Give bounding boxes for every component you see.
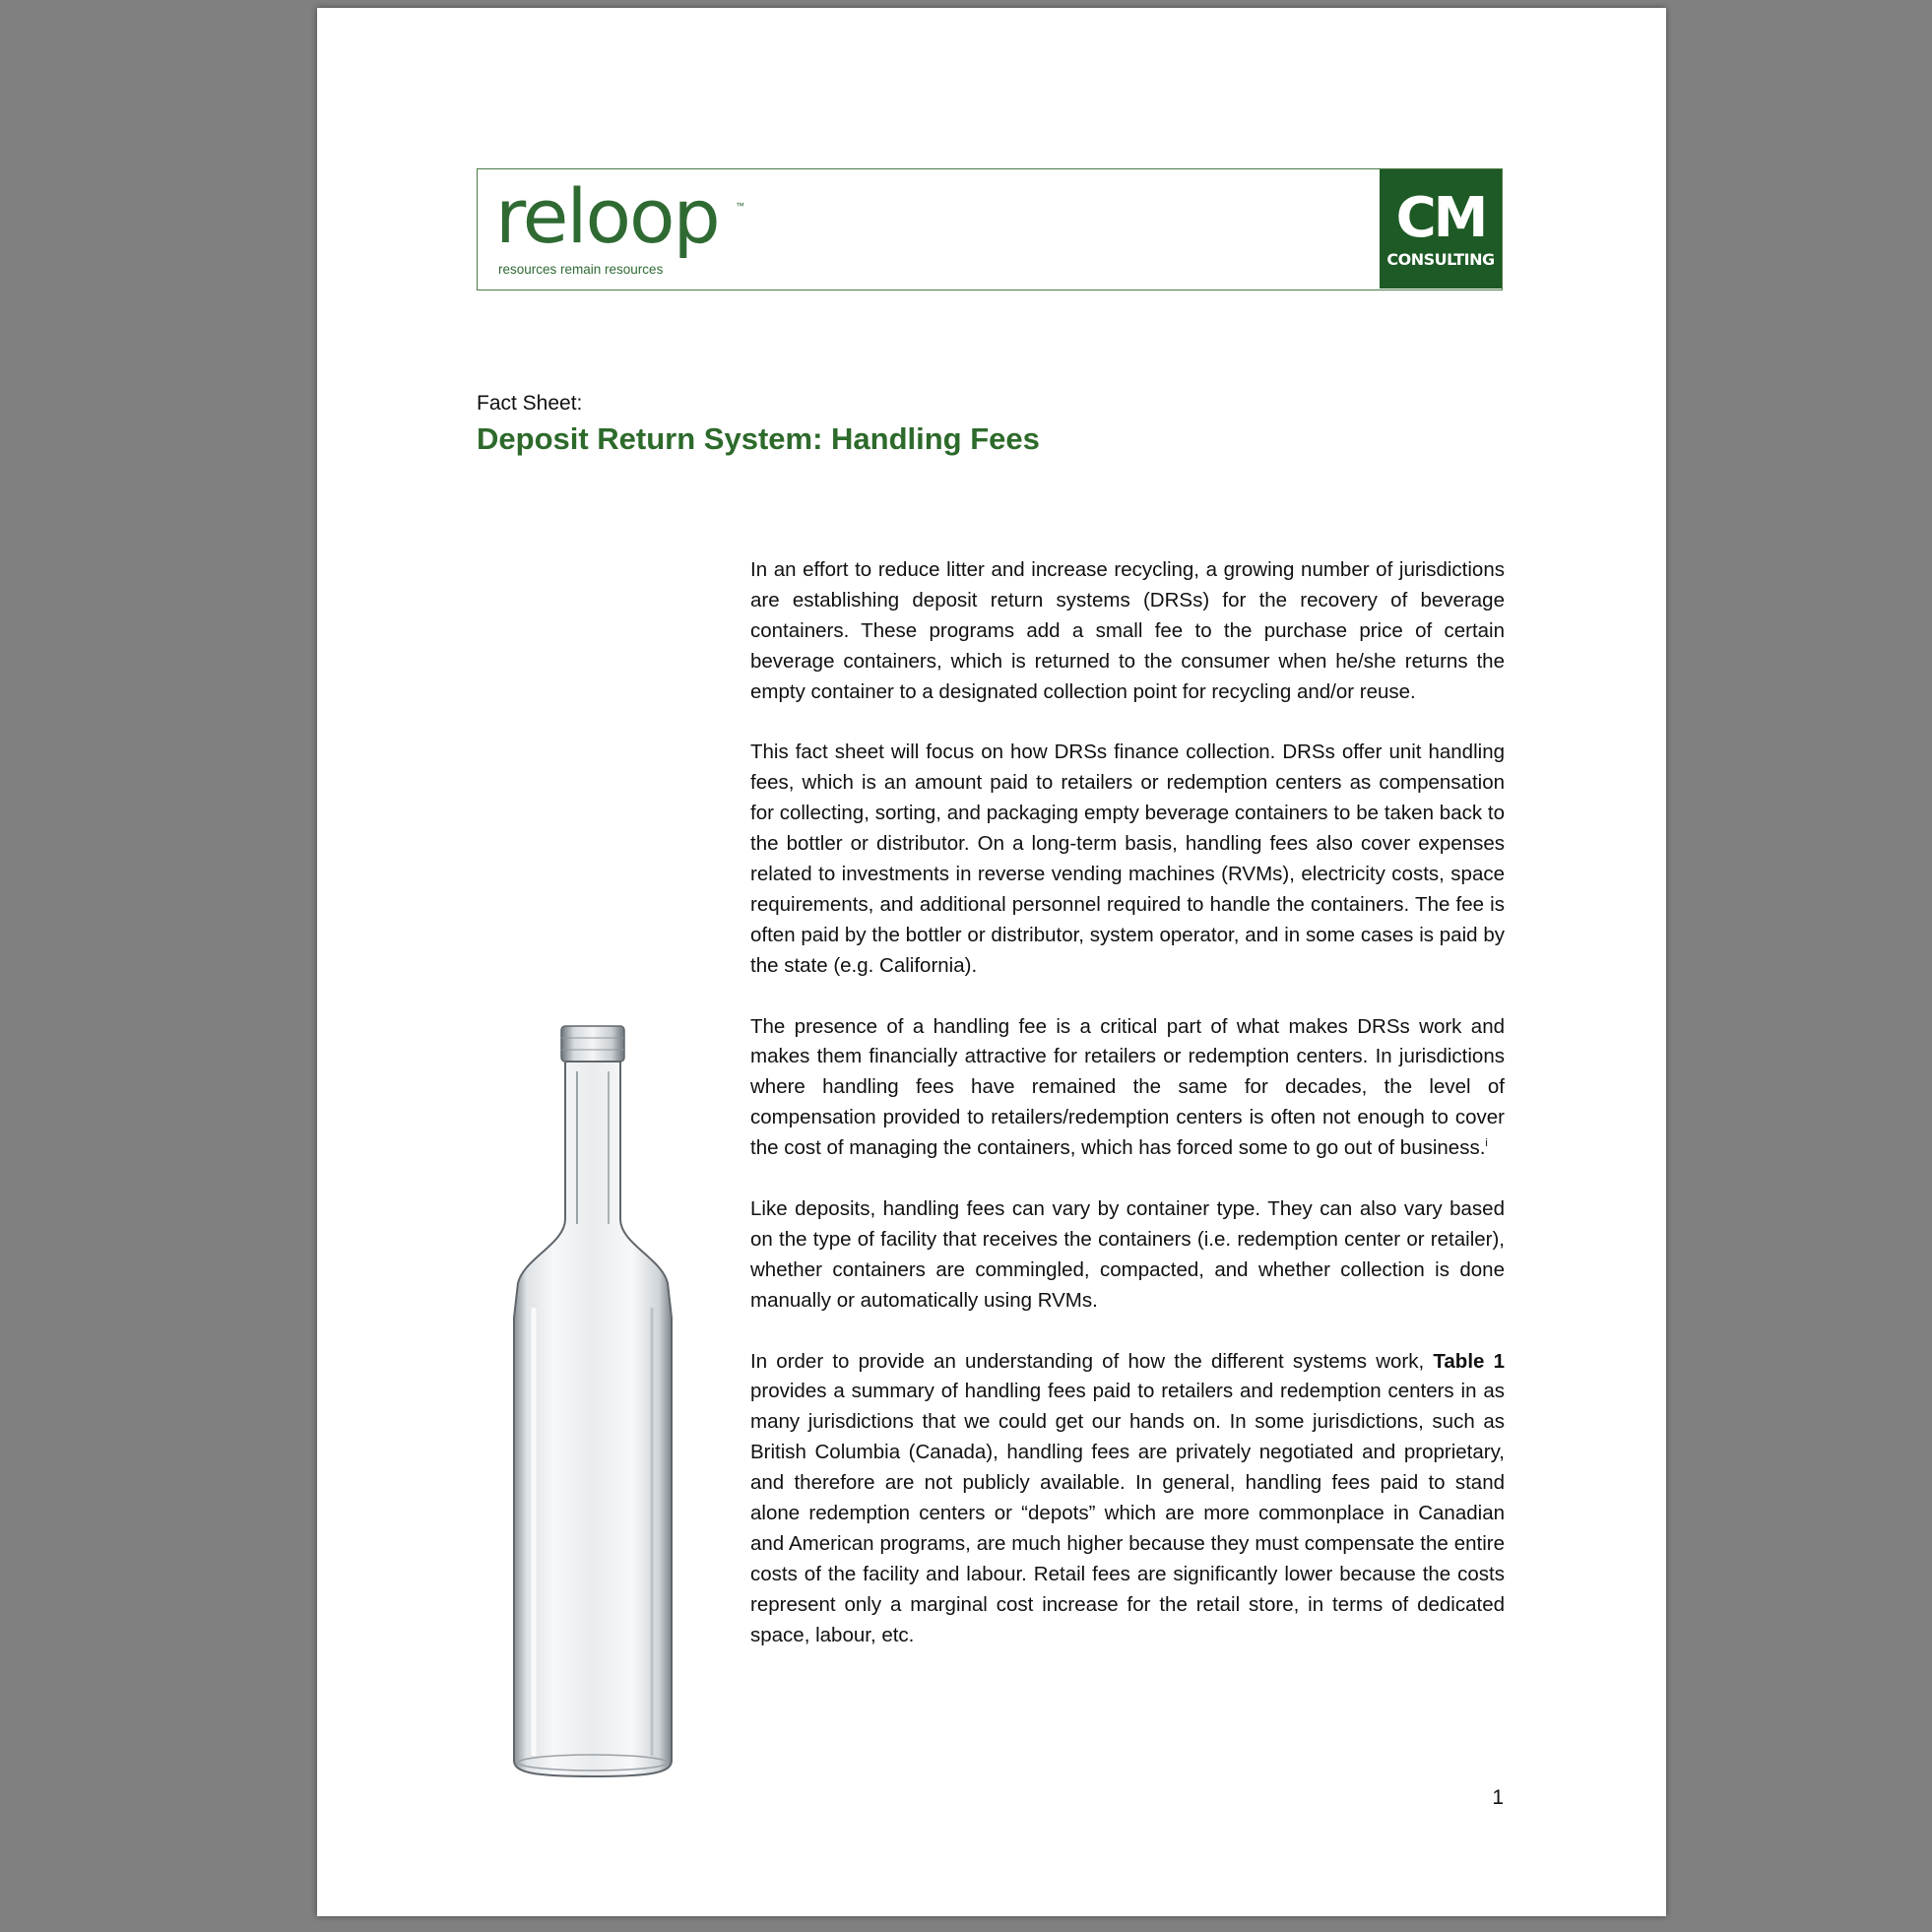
paragraph-2: This fact sheet will focus on how DRSs finance collection. DRSs offer unit handling fees, which is an amount paid to retailers or redemption centers as compensation for collecting, sorting, and packaging empty beverage containers to be taken back to the bottler or distributor. On a long-term basis, handling fees also cover expenses related to investments in reverse vending machines (RVMs), electricity costs, space requirements, and additional personnel required to handle the containers. The fee is often paid by the bottler or distributor, system operator, and in some cases is paid by the state (e.g. California). — [750, 741, 1505, 977]
header-banner — [477, 168, 1503, 290]
body-text — [750, 555, 1505, 1681]
reloop-logo — [495, 172, 761, 286]
document-title: Deposit Return System: Handling Fees — [477, 421, 1040, 456]
footnote-marker[interactable]: i — [1485, 1137, 1488, 1150]
fact-sheet-label: Fact Sheet: — [477, 392, 583, 415]
glass-bottle-image — [494, 1022, 691, 1780]
paragraph-3 — [750, 1012, 1505, 1165]
cm-consulting-label: CONSULTING — [1386, 250, 1495, 269]
cm-mark: CM — [1395, 186, 1486, 250]
reloop-wordmark: reloop — [495, 172, 719, 260]
paragraph-3-text: The presence of a handling fee is a critical part of what makes DRSs work and makes them financially attractive for retailers or redemption centers. In jurisdictions where handling fees have remained the same for decades, the level of compensation provided to retailers/redemption centers is often not enough to cover the cost of managing the containers, which has forced some to go out of business. — [750, 1014, 1505, 1160]
paragraph-4: Like deposits, handling fees can vary by container type. They can also vary based on the type of facility that receives the containers (i.e. redemption center or retailer), whether containers are commingled, compacted, and whether collection is done manually or automatically using RVMs. — [750, 1196, 1505, 1312]
cm-consulting-logo — [1380, 169, 1502, 289]
table-1-reference: Table 1 — [1433, 1349, 1506, 1373]
reloop-tagline: resources remain resources — [498, 262, 664, 277]
paragraph-1: In an effort to reduce litter and increase recycling, a growing number of jurisdictions are establishing deposit return systems (DRSs) for the recovery of beverage containers. These programs add a small fee to the purchase price of certain beverage containers, which is returned to the consumer when he/she returns the empty container to a designated collection point for recycling and/or reuse. — [750, 558, 1505, 703]
page-number: 1 — [1492, 1786, 1504, 1809]
paragraph-5-intro: In order to provide an understanding of how the different systems work, — [750, 1349, 1425, 1373]
reloop-trademark: ™ — [736, 201, 744, 211]
paragraph-5-rest: provides a summary of handling fees paid to retailers and redemption centers in as many jurisdictions that we could get our hands on. In some jurisdictions, such as British Columbia (Canada), handling fees are privately negotiated and proprietary, and therefore are not publicly available. In general, handling fees paid to stand alone redemption centers or “depots” which are more commonplace in Canadian and American programs, are much higher because they must compensate the entire costs of the facility and labour. Retail fees are significantly lower because the costs represent only a marginal cost increase for the retail store, in terms of dedicated space, labour, etc. — [750, 1380, 1505, 1646]
paragraph-5 — [750, 1347, 1505, 1651]
document-page — [317, 8, 1666, 1916]
